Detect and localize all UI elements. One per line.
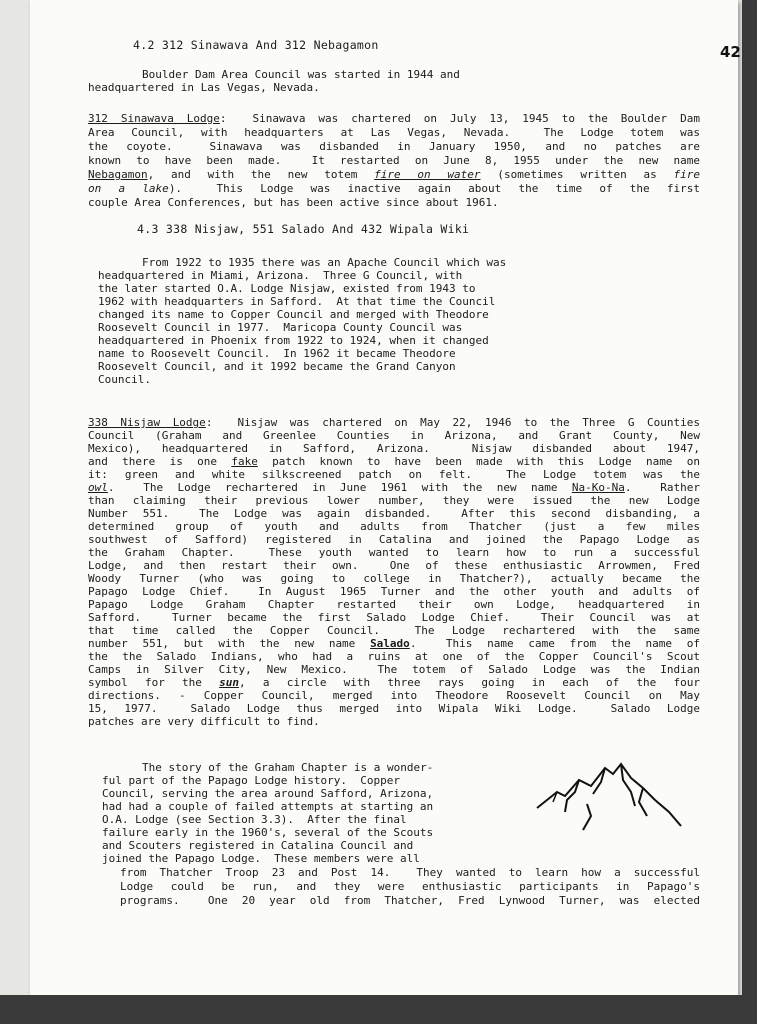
lodge-312-line [88,168,700,181]
intro-line: Roosevelt Council, and it 1992 became the Grand Canyon [98,360,456,373]
graham-line: ful part of the Papago Lodge history. Copper [102,774,401,787]
lodge-338-line: it: green and white silkscreened patch on felt. The Lodge totem was the [88,468,700,481]
lodge-312-line: the coyote. Sinawava was disbanded in January 1950, and no patches are [88,140,700,153]
graham-line: The story of the Graham Chapter is a wonder- [142,761,434,774]
lodge-312-line: Area Council, with headquarters at Las Vegas, Nevada. The Lodge totem was [88,126,700,139]
text-run: . The Lodge rechartered in June 1961 with the new name [107,481,572,494]
graham-line: programs. One 20 year old from Thatcher, Fred Lynwood Turner, was elected [120,894,700,907]
intro-line: headquartered in Las Vegas, Nevada. [88,81,320,94]
document-page [30,0,741,995]
lodge-338-line: determined group of youth and adults from Thatcher (just a few miles [88,520,700,533]
lodge-name-na-ko-na: Na-Ko-Na [571,481,625,494]
totem-sun: sun [219,676,240,689]
lodge-338-line: southwest of Safford) registered in Catalina and joined the Papago Lodge as [88,533,700,546]
lodge-338-line: the the Salado Indians, who had a ruins at one of the Copper Council's Scout [88,650,700,663]
intro-line: headquartered in Phoenix from 1922 to 1924, when it changed [98,334,489,347]
lodge-338-line: the Graham Chapter. These youth wanted to learn how to run a successful [88,546,700,559]
lodge-338-line: Woody Turner (who was going to college in Thatcher?), actually became the [88,572,700,585]
lodge-338-line [88,676,700,689]
text-run: (sometimes written as [480,168,674,181]
graham-line: had had a couple of failed attempts at starting an [102,800,434,813]
graham-line: Lodge could be run, and they were enthusiastic participants in Papago's [120,880,700,893]
lodge-338-line: Lodge, and then restart their own. One of these enthusiastic Arrowmen, Fred [88,559,700,572]
scan-background [0,995,757,1024]
lodge-338-line [88,455,700,468]
text-run: on a lake [88,182,169,195]
text-run: and there is one [88,455,232,468]
totem-fire-on-water: fire on water [374,168,481,181]
lodge-312-line [88,182,700,195]
intro-line: Council. [98,373,151,386]
intro-line: the later started O.A. Lodge Nisjaw, existed from 1943 to [98,282,476,295]
lodge-338-label: 338 Nisjaw Lodge [88,416,206,429]
graham-line: and Scouters registered in Catalina Council and [102,839,414,852]
intro-line: Boulder Dam Area Council was started in 1944 and [142,68,460,81]
intro-line: changed its name to Copper Council and merged with Theodore [98,308,489,321]
lodge-338-line: Papago Lodge Chief. In August 1965 Turner and the other youth and adults of [88,585,700,598]
lodge-338-line [88,416,700,429]
lodge-338-line [88,637,700,650]
text-run: . This name came from the name of [409,637,700,650]
text-run: symbol for the [88,676,220,689]
lodge-name-salado: Salado [370,637,410,650]
section-heading-4-3: 4.3 338 Nisjaw, 551 Salado And 432 Wipala Wiki [137,222,470,236]
lodge-338-line: that time called the Copper Council. The Lodge rechartered with the same [88,624,700,637]
graham-line: Council, serving the area around Safford, Arizona, [102,787,434,800]
lodge-338-line: Papago Lodge Graham Chapter restarted their own Lodge, headquartered in [88,598,700,611]
lodge-338-line: 15, 1977. Salado Lodge thus merged into Wipala Wiki Lodge. Salado Lodge [88,702,700,715]
text-run: : Sinawava was chartered on July 13, 1945 to the Boulder Dam [219,112,700,125]
lodge-338-line: Mexico), headquartered in Safford, Arizona. Nisjaw disbanded about 1947, [88,442,700,455]
mountain-illustration [535,758,685,838]
text-run: , a circle with three rays going in each of the four [239,676,700,689]
section-heading-4-2: 4.2 312 Sinawava And 312 Nebagamon [133,38,379,52]
text-run: : Nisjaw was chartered on May 22, 1946 to the Three G Counties [205,416,700,429]
text-run: fire [673,168,700,181]
intro-line: name to Roosevelt Council. In 1962 it became Theodore [98,347,456,360]
lodge-338-line: Safford. Turner became the first Salado Lodge Chief. Their Council was at [88,611,700,624]
lodge-312-line: couple Area Conferences, but has been active since about 1961. [88,196,499,209]
graham-line: from Thatcher Troop 23 and Post 14. They wanted to learn how a successful [120,866,700,879]
totem-owl: owl [88,481,108,494]
lodge-338-line: Number 551. The Lodge was again disbanded. After this second disbanding, a [88,507,700,520]
lodge-312-label: 312 Sinawava Lodge [88,112,220,125]
intro-line: headquartered in Miami, Arizona. Three G Council, with [98,269,463,282]
lodge-312-line [88,112,700,125]
lodge-338-line: Camps in Silver City, New Mexico. The totem of Salado Lodge was the Indian [88,663,700,676]
text-run: patch known to have been made with this Lodge name on [257,455,700,468]
text-run: , and with the new totem [147,168,375,181]
intro-line: 1962 with headquarters in Safford. At that time the Council [98,295,496,308]
intro-line: Roosevelt Council in 1977. Maricopa County Council was [98,321,463,334]
lodge-312-line: known to have been made. It restarted on June 8, 1955 under the new name [88,154,700,167]
lodge-338-line [88,481,700,494]
graham-line: O.A. Lodge (see Section 3.3). After the final [102,813,407,826]
page-number: 42 [720,43,741,61]
text-run: ). This Lodge was inactive again about the time of the first [168,182,700,195]
text-run: number 551, but with the new name [88,637,371,650]
graham-line: joined the Papago Lodge. These members were all [102,852,420,865]
lodge-338-line: directions. - Copper Council, merged into Theodore Roosevelt Council on May [88,689,700,702]
intro-line: From 1922 to 1935 there was an Apache Council which was [142,256,507,269]
text-run: . Rather [624,481,700,494]
word-fake: fake [231,455,258,468]
lodge-338-line: than claiming their previous lower number, they were issued the new Lodge [88,494,700,507]
graham-line: failure early in the 1960's, several of the Scouts [102,826,434,839]
lodge-338-line: Council (Graham and Greenlee Counties in Arizona, and Grant County, New [88,429,700,442]
lodge-name-nebagamon: Nebagamon [88,168,148,181]
lodge-338-line: patches are very difficult to find. [88,715,320,728]
